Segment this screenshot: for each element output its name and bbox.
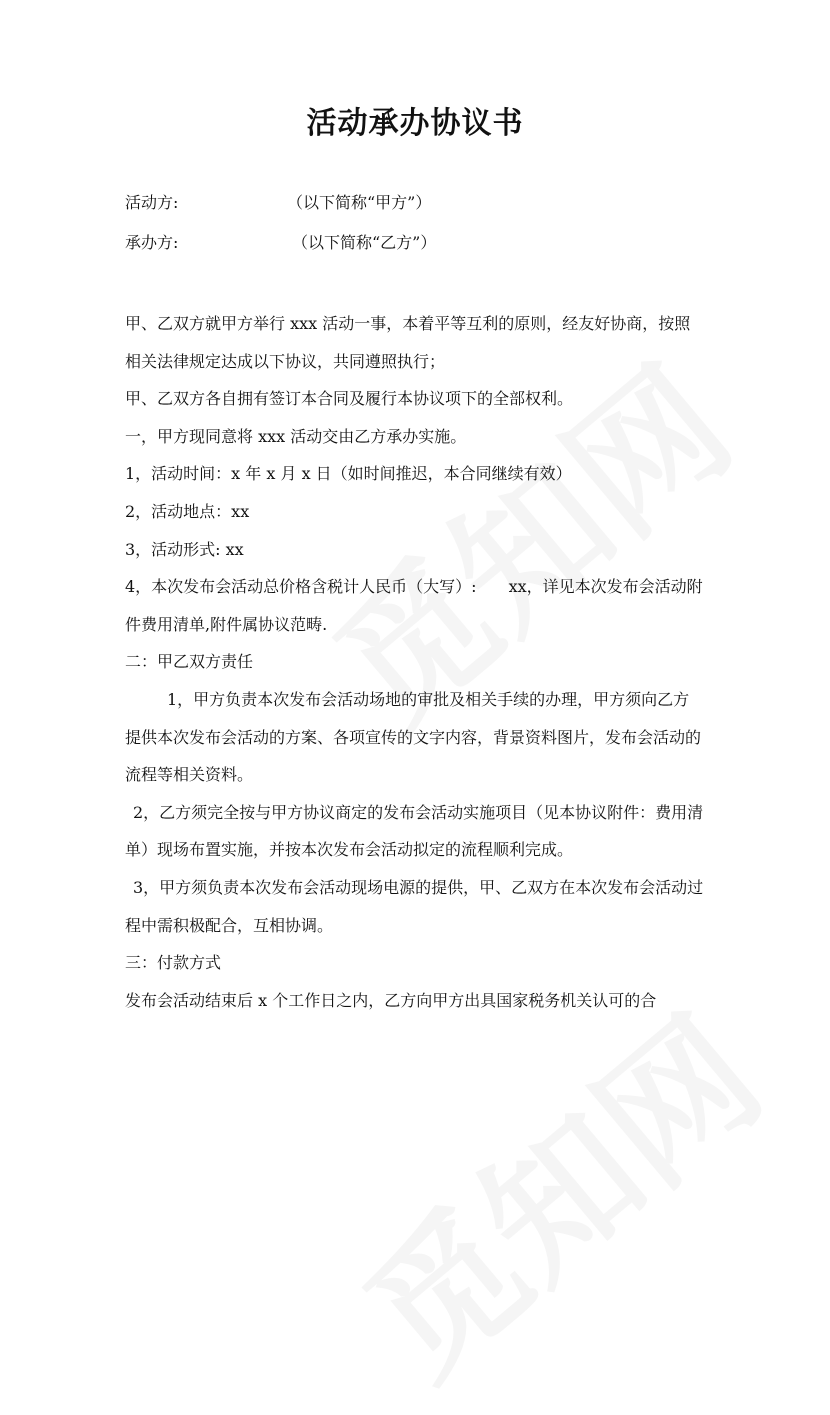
party-a-label: 活动方: [125,193,179,212]
clause-activity-time: 1，活动时间：x 年 x 月 x 日（如时间推迟，本合同继续有效） [125,464,572,484]
payment-clause: 发布会活动结束后 x 个工作日之内，乙方向甲方出具国家税务机关认可的合 [125,990,657,1010]
paragraph-intro: 甲、乙双方就甲方举行 xxx 活动一事，本着平等互利的原则，经友好协商，按照相关法律规定达成以下协议，共同遵照执行； [125,314,691,371]
responsibility-clause-2: 2，乙方须完全按与甲方协议商定的发布会活动实施项目（见本协议附件：费用清单）现场布置实施，并按本次发布会活动拟定的流程顺利完成。 [125,802,704,860]
party-a-note: （以下简称“甲方”） [287,193,432,212]
section-two-heading: 二：甲乙双方责任 [125,652,254,672]
document-body [125,305,705,1019]
document-title: 活动承办协议书 [306,106,524,141]
paragraph-rights: 甲、乙双方各自拥有签订本合同及履行本协议项下的全部权利。 [125,389,574,409]
responsibility-clause-3: 3，甲方须负责本次发布会活动现场电源的提供，甲、乙双方在本次发布会活动过程中需积极配合，互相协调。 [125,877,704,935]
clause-activity-location: 2，活动地点：xx [125,501,250,521]
section-three-heading: 三：付款方式 [125,953,222,973]
party-b-note: （以下简称“乙方”） [292,233,437,252]
party-b-label: 承办方: [125,233,179,252]
clause-total-price: 4，本次发布会活动总价格含税计人民币（大写）: xx，详见本次发布会活动附件费用清单,附件属协议范畴. [125,577,703,634]
responsibility-clause-1: 1，甲方负责本次发布会活动场地的审批及相关手续的办理，甲方须向乙方提供本次发布会活动的方案、各项宣传的文字内容，背景资料图片，发布会活动的流程等相关资料。 [125,689,702,785]
party-b-line [125,233,437,253]
watermark [313,961,797,1415]
section-one-heading: 一，甲方现同意将 xxx 活动交由乙方承办实施。 [125,426,467,446]
clause-activity-form: 3，活动形式: xx [125,539,244,559]
party-a-line [125,193,432,213]
